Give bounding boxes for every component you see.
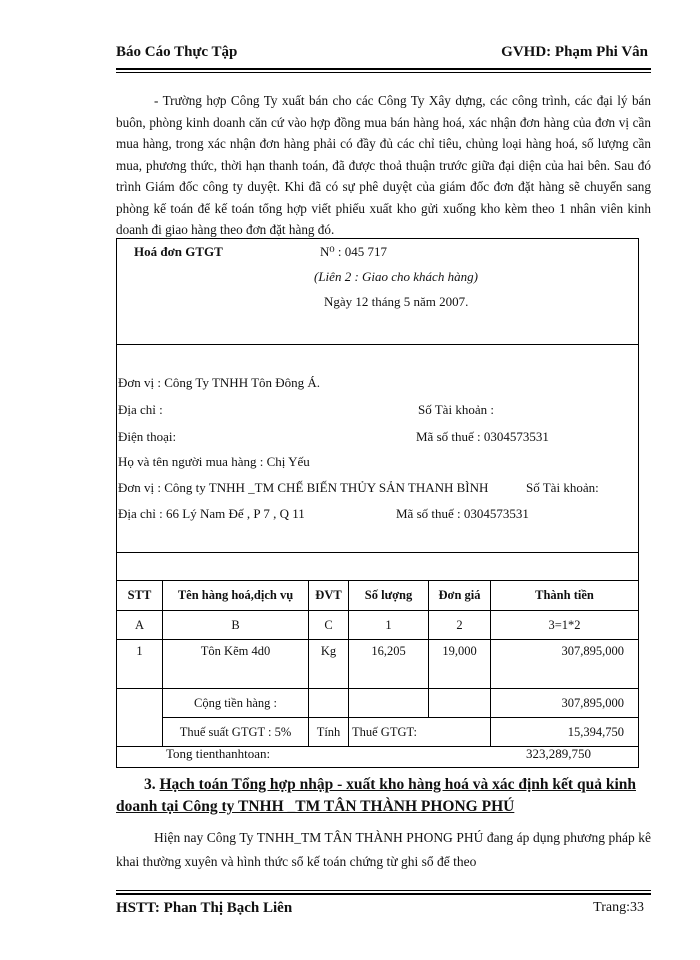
col-unit: ĐVT (309, 581, 349, 611)
row-unit-price: 19,000 (429, 640, 491, 689)
header-right: GVHD: Phạm Phi Vân (501, 44, 648, 60)
col-amount: Thành tiền (491, 581, 639, 611)
table-row (117, 640, 639, 689)
invoice-divider-1 (116, 344, 639, 345)
vat-basis: Tính (309, 718, 349, 747)
vat-value: 15,394,750 (491, 718, 639, 747)
section-heading (116, 774, 656, 818)
code-2: 2 (429, 611, 491, 640)
seller-account: Số Tài khoản : (418, 402, 494, 417)
invoice-date: Ngày 12 tháng 5 năm 2007. (324, 294, 469, 309)
total-label: Tong tienthanhtoan: (166, 746, 271, 761)
header-rule (116, 68, 651, 70)
col-item-name: Tên hàng hoá,dịch vụ (163, 581, 309, 611)
invoice-items-table (116, 580, 639, 747)
footer-page: Trang:33 (593, 900, 644, 915)
footer-rule-thin (116, 890, 651, 891)
seller-phone: Điện thoại: (118, 429, 177, 444)
seller-unit: Đơn vị : Công Ty TNHH Tôn Đông Á. (118, 375, 321, 390)
code-3: 3=1*2 (491, 611, 639, 640)
col-stt: STT (117, 581, 163, 611)
vat-label: Thuế GTGT: (349, 718, 491, 747)
code-a: A (117, 611, 163, 640)
header-left: Báo Cáo Thực Tập (116, 44, 238, 60)
subtotal-blank (117, 689, 163, 718)
code-b: B (163, 611, 309, 640)
row-stt: 1 (117, 640, 163, 689)
row-amount: 307,895,000 (491, 640, 639, 689)
section-title: Hạch toán Tổng hợp nhập - xuất kho hàng hoá và xác định kết quả kinh doanh tại Công ty TNHH _TM TÂN THÀNH PHONG PHÚ (116, 776, 636, 815)
subtotal-blank-2 (309, 689, 349, 718)
seller-address: Địa chỉ : (118, 402, 163, 417)
header-rule-thin (116, 72, 651, 73)
subtotal-value: 307,895,000 (491, 689, 639, 718)
buyer-unit: Đơn vị : Công ty TNHH _TM CHẾ BIẾN THỦY SẢN THANH BÌNH (118, 480, 489, 495)
vat-row (117, 718, 639, 747)
row-item-name: Tôn Kẽm 4d0 (163, 640, 309, 689)
subtotal-row (117, 689, 639, 718)
invoice-copy-note: (Liên 2 : Giao cho khách hàng) (314, 269, 478, 284)
row-quantity: 16,205 (349, 640, 429, 689)
subtotal-blank-3 (349, 689, 429, 718)
col-unit-price: Đơn giá (429, 581, 491, 611)
buyer-tax-code: Mã số thuế : 0304573531 (396, 506, 529, 521)
subtotal-label: Cộng tiền hàng : (163, 689, 309, 718)
vat-blank (117, 718, 163, 747)
subtotal-blank-4 (429, 689, 491, 718)
buyer-name: Họ và tên người mua hàng : Chị Yếu (118, 454, 310, 469)
buyer-address: Địa chỉ : 66 Lý Nam Đế , P 7 , Q 11 (118, 506, 305, 521)
intro-paragraph: - Trường hợp Công Ty xuất bán cho các Công Ty Xây dựng, các công trình, các đại lý bán buôn, phòng kinh doanh căn cứ vào hợp đồng mua bán hàng hoá, xác nhận đơn hàng của đơn vị cần mua hàng, trong xác nhận đơn hàng phải có đầy đủ các chỉ tiêu, chủng loại hàng hoá, số lượng cần mua, phương thức, thời hạn thanh toán, đã được thoả thuận trước giữa đại diện của hai bên. Sau đó trình Giám đốc công ty duyệt. Khi đã có sự phê duyệt của giám đốc đơn đặt hàng sẽ chuyển sang phòng kế toán để kế toán tổng hợp viết phiếu xuất kho gửi xuống kho kèm theo 1 nhân viên kinh doanh đi giao hàng theo đơn đặt hàng đó. (116, 93, 651, 237)
section-number: 3. (144, 776, 156, 793)
code-c: C (309, 611, 349, 640)
table-header-row (117, 581, 639, 611)
total-value: 323,289,750 (526, 746, 591, 761)
code-1: 1 (349, 611, 429, 640)
closing-paragraph: Hiện nay Công Ty TNHH_TM TÂN THÀNH PHONG PHÚ đang áp dụng phương pháp kê khai thường xuyên và hình thức sổ kế toán chứng từ ghi sổ để theo (116, 830, 651, 869)
row-unit: Kg (309, 640, 349, 689)
table-code-row (117, 611, 639, 640)
seller-tax-code: Mã số thuế : 0304573531 (416, 429, 549, 444)
invoice-title: Hoá đơn GTGT (134, 244, 223, 259)
invoice-divider-2 (116, 552, 639, 553)
footer-rule (116, 893, 651, 895)
invoice-number: N⁰ : 045 717 (320, 244, 387, 259)
col-quantity: Số lượng (349, 581, 429, 611)
buyer-account: Số Tài khoản: (526, 480, 599, 495)
footer-left: HSTT: Phan Thị Bạch Liên (116, 900, 293, 916)
vat-rate-label: Thuế suất GTGT : 5% (163, 718, 309, 747)
